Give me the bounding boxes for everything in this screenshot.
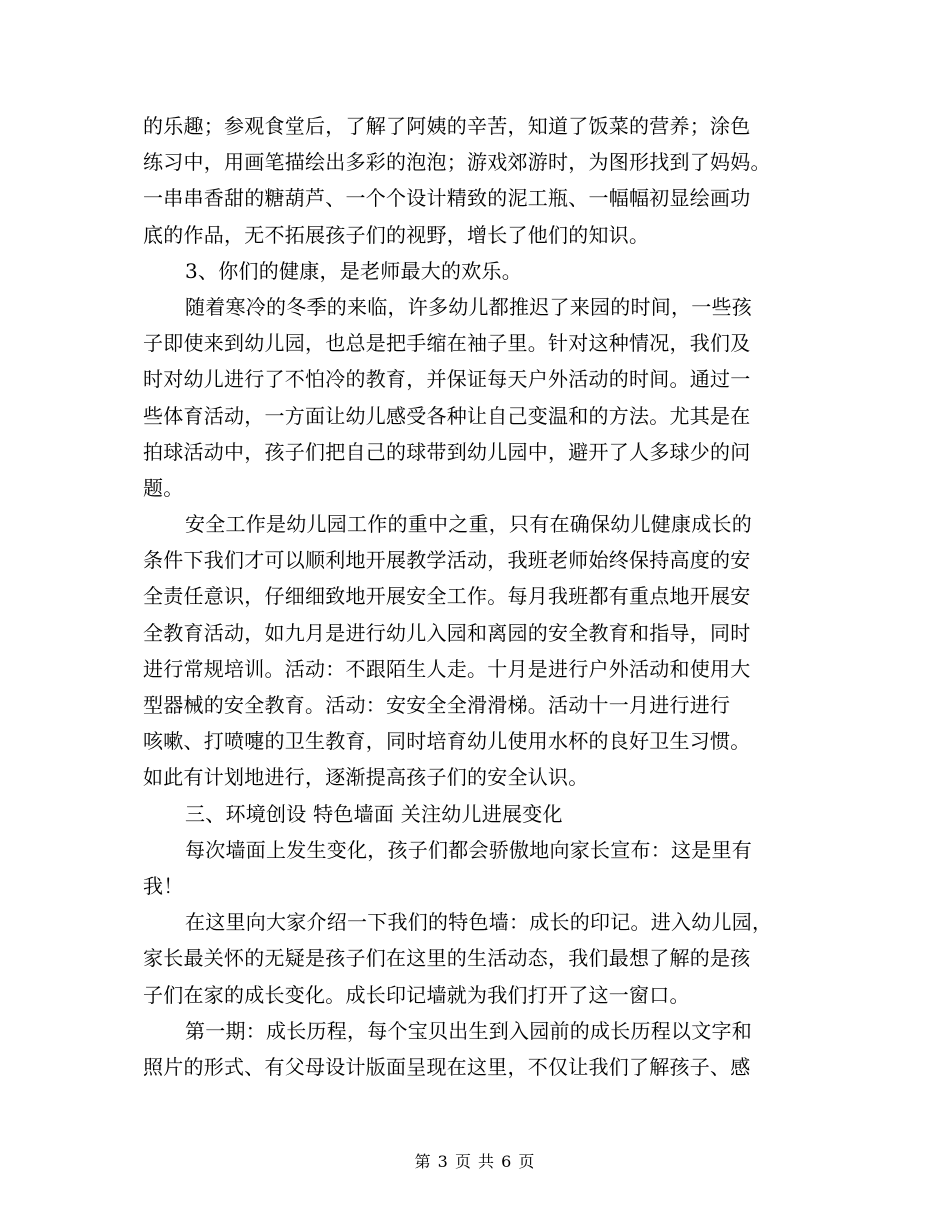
text-line: 全教育活动，如九月是进行幼儿入园和离园的安全教育和指导，同时 [143, 620, 751, 645]
text-line: 一串串香甜的糖葫芦、一个个设计精致的泥工瓶、一幅幅初显绘画功 [143, 186, 751, 211]
text-line: 条件下我们才可以顺利地开展教学活动，我班老师始终保持高度的安 [143, 548, 751, 573]
text-line: 在这里向大家介绍一下我们的特色墙：成长的印记。进入幼儿园， [185, 910, 773, 935]
text-line: 练习中，用画笔描绘出多彩的泡泡；游戏郊游时，为图形找到了妈妈。 [143, 150, 771, 175]
text-line: 照片的形式、有父母设计版面呈现在这里，不仅让我们了解孩子、感 [143, 1054, 751, 1079]
text-line: 的乐趣；参观食堂后，了解了阿姨的辛苦，知道了饭菜的营养；涂色 [143, 114, 751, 138]
text-line: 进行常规培训。活动：不跟陌生人走。十月是进行户外活动和使用大 [143, 656, 751, 681]
text-line: 咳嗽、打喷嚏的卫生教育，同时培育幼儿使用水杯的良好卫生习惯。 [143, 729, 751, 754]
document-body [143, 108, 803, 1085]
page-footer: 第 3 页 共 6 页 [414, 1152, 536, 1171]
text-line: 拍球活动中，孩子们把自己的球带到幼儿园中，避开了人多球少的问 [143, 439, 751, 464]
text-line: 子们在家的成长变化。成长印记墙就为我们打开了这一窗口。 [143, 982, 690, 1007]
text-line: 全责任意识，仔细细致地开展安全工作。每月我班都有重点地开展安 [143, 584, 751, 609]
text-line: 时对幼儿进行了不怕冷的教育，并保证每天户外活动的时间。通过一 [143, 367, 751, 392]
text-line: 我！ [143, 873, 184, 898]
text-line: 底的作品，无不拓展孩子们的视野，增长了他们的知识。 [143, 222, 650, 247]
text-line: 3、你们的健康，是老师最大的欢乐。 [185, 258, 522, 283]
text-line: 子即使来到幼儿园，也总是把手缩在袖子里。针对这种情况，我们及 [143, 331, 751, 356]
text-line: 题。 [143, 475, 184, 500]
text-line: 些体育活动，一方面让幼儿感受各种让自己变温和的方法。尤其是在 [143, 403, 751, 428]
text-line: 如此有计划地进行，逐渐提高孩子们的安全认识。 [143, 765, 589, 790]
text-line: 型器械的安全教育。活动：安安全全滑滑梯。活动十一月进行进行 [143, 693, 731, 717]
text-line: 随着寒冷的冬季的来临，许多幼儿都推迟了来园的时间，一些孩 [185, 294, 752, 319]
text-line: 家长最关怀的无疑是孩子们在这里的生活动态，我们最想了解的是孩 [143, 946, 751, 971]
text-line: 第一期：成长历程，每个宝贝出生到入园前的成长历程以文字和 [185, 1018, 752, 1043]
text-line: 每次墙面上发生变化，孩子们都会骄傲地向家长宣布：这是里有 [185, 837, 752, 862]
text-line: 安全工作是幼儿园工作的重中之重，只有在确保幼儿健康成长的 [185, 512, 752, 537]
text-line: 三、环境创设 特色墙面 关注幼儿进展变化 [185, 801, 563, 826]
